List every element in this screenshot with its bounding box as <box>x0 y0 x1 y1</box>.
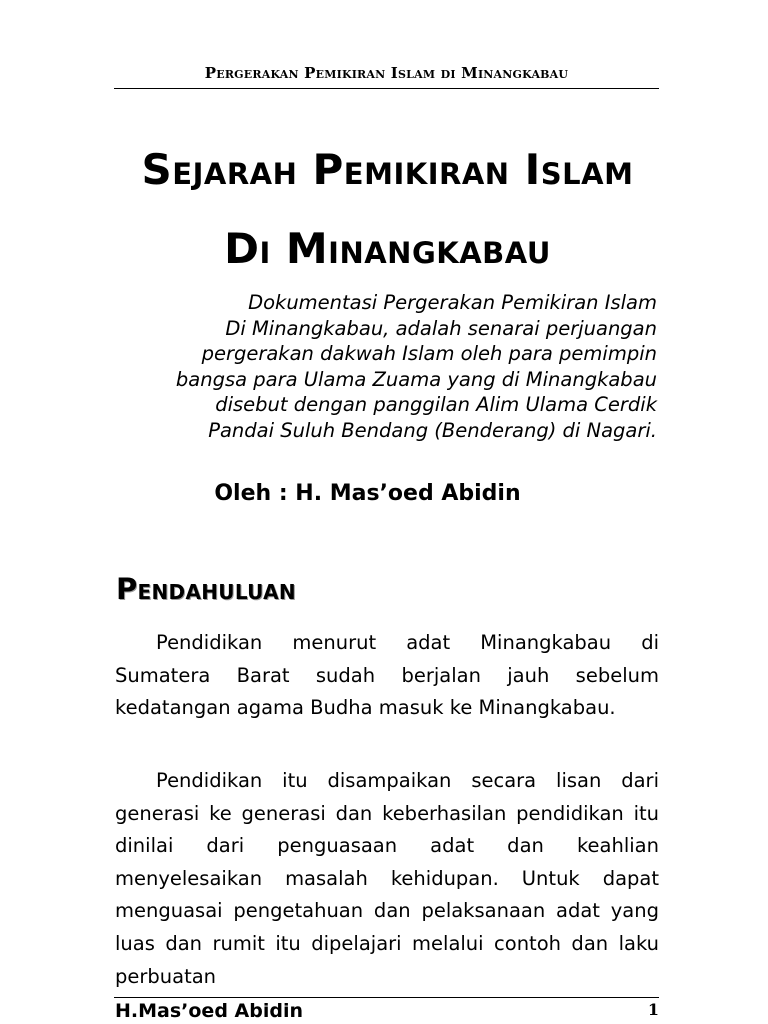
document-title-line-2: Di Minangkabau <box>224 224 551 273</box>
header-divider <box>114 88 659 89</box>
abstract-line: Dokumentasi Pergerakan Pemikiran Islam <box>248 291 657 314</box>
document-title-line-1: Sejarah Pemikiran Islam <box>141 145 634 194</box>
abstract-line: pergerakan dakwah Islam oleh para pemimpin <box>201 342 657 366</box>
body-paragraph: Pendidikan itu disampaikan secara lisan dari generasi ke generasi dan keberhasilan pendidikan itu dinilai dari penguasaan adat dan keahlian menyelesaikan masalah kehidupan. Untuk dapat menguasai pengetahuan dan pelaksanaan adat yang luas dan rumit itu dipelajari melalui contoh dan laku perbuatan <box>115 769 659 987</box>
section-heading: Pendahuluan <box>116 572 296 606</box>
abstract-line: Di Minangkabau, adalah senarai perjuangan <box>225 316 657 340</box>
abstract-line: disebut dengan panggilan Alim Ulama Cerdik <box>215 393 657 417</box>
footer-divider <box>114 997 659 998</box>
abstract <box>100 290 657 444</box>
abstract-line: bangsa para Ulama Zuama yang di Minangkabau <box>175 367 657 391</box>
author-byline: Oleh : H. Mas’oed Abidin <box>214 481 521 506</box>
page-number: 1 <box>647 1000 659 1019</box>
running-header-title: Pergerakan Pemikiran Islam di Minangkabau <box>204 64 569 82</box>
footer-author: H.Mas’oed Abidin <box>115 1000 303 1022</box>
abstract-line: Pandai Suluh Bendang (Benderang) di Nagari. <box>208 418 657 442</box>
body-paragraph: Pendidikan menurut adat Minangkabau di Sumatera Barat sudah berjalan jauh sebelum kedatangan agama Budha masuk ke Minangkabau. <box>115 631 659 720</box>
